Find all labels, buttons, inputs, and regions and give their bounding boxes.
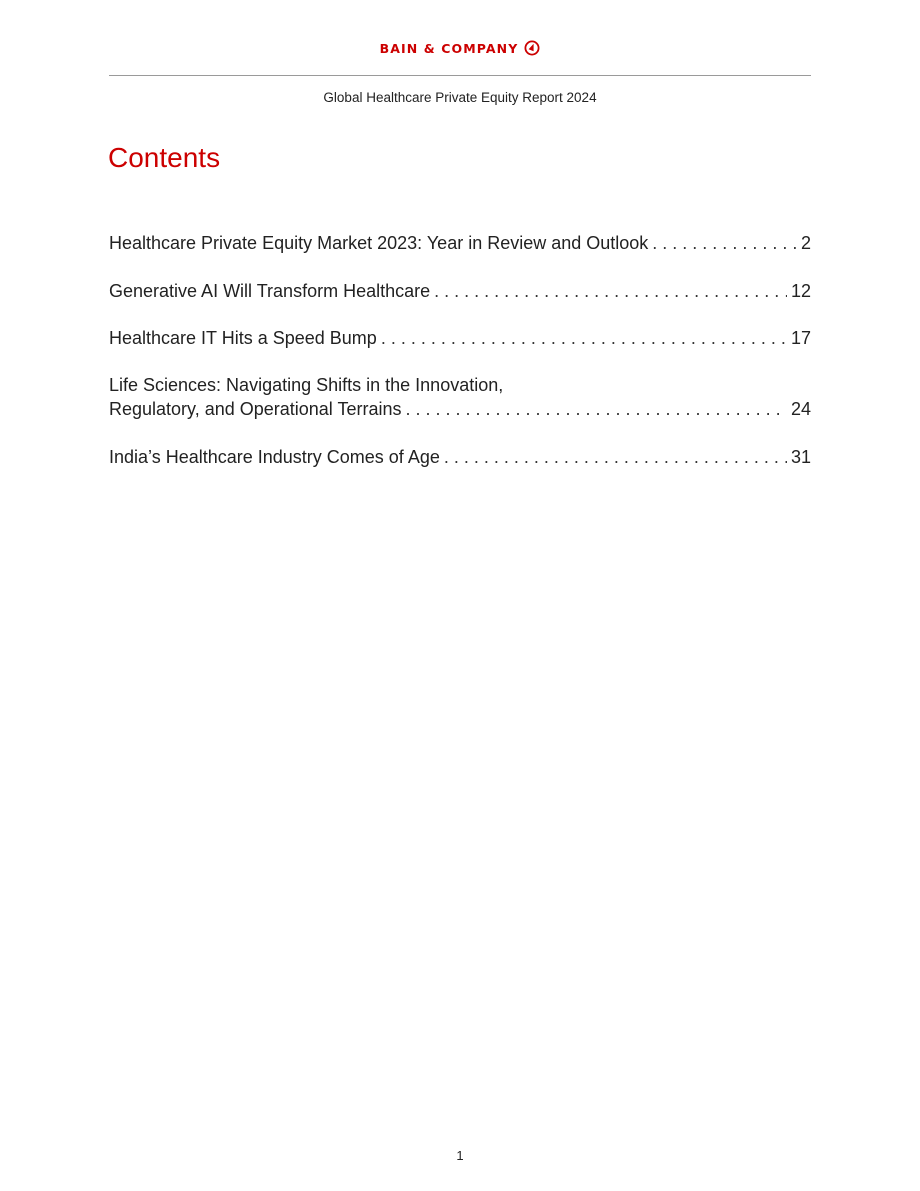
toc-entry[interactable]	[109, 326, 811, 350]
toc-entry-title: Generative AI Will Transform Healthcare	[109, 281, 431, 301]
toc-entry-page: 12	[790, 281, 811, 301]
dot-leader	[444, 445, 787, 469]
contents-heading: Contents	[108, 142, 221, 173]
toc-entry-page: 2	[800, 233, 811, 253]
toc-entry-title: India’s Healthcare Industry Comes of Age	[109, 447, 440, 467]
dot-leader	[434, 279, 787, 303]
bain-logo-icon	[524, 40, 540, 59]
page-number: 1	[456, 1148, 464, 1163]
brand-logo	[0, 40, 920, 59]
toc-entry-title: Healthcare Private Equity Market 2023: Year in Review and Outlook	[109, 233, 649, 253]
dot-leader	[406, 397, 787, 421]
toc-entry-title: Regulatory, and Operational Terrains	[109, 399, 402, 419]
dot-leader	[652, 231, 797, 255]
toc-entry-page: 24	[790, 399, 811, 419]
toc-entry[interactable]	[109, 231, 811, 255]
toc-entry[interactable]	[109, 445, 811, 469]
dot-leader	[381, 326, 787, 350]
toc-entry[interactable]	[109, 373, 811, 421]
toc-entry-title: Healthcare IT Hits a Speed Bump	[109, 328, 377, 348]
toc-entry-page: 17	[790, 328, 811, 348]
toc-entry[interactable]	[109, 279, 811, 303]
header-divider	[109, 75, 811, 76]
brand-name: BAIN & COMPANY	[379, 41, 519, 56]
toc-entry-page: 31	[790, 447, 811, 467]
report-title: Global Healthcare Private Equity Report 2024	[323, 90, 597, 105]
toc-entry-title-line1: Life Sciences: Navigating Shifts in the Innovation,	[109, 375, 504, 395]
